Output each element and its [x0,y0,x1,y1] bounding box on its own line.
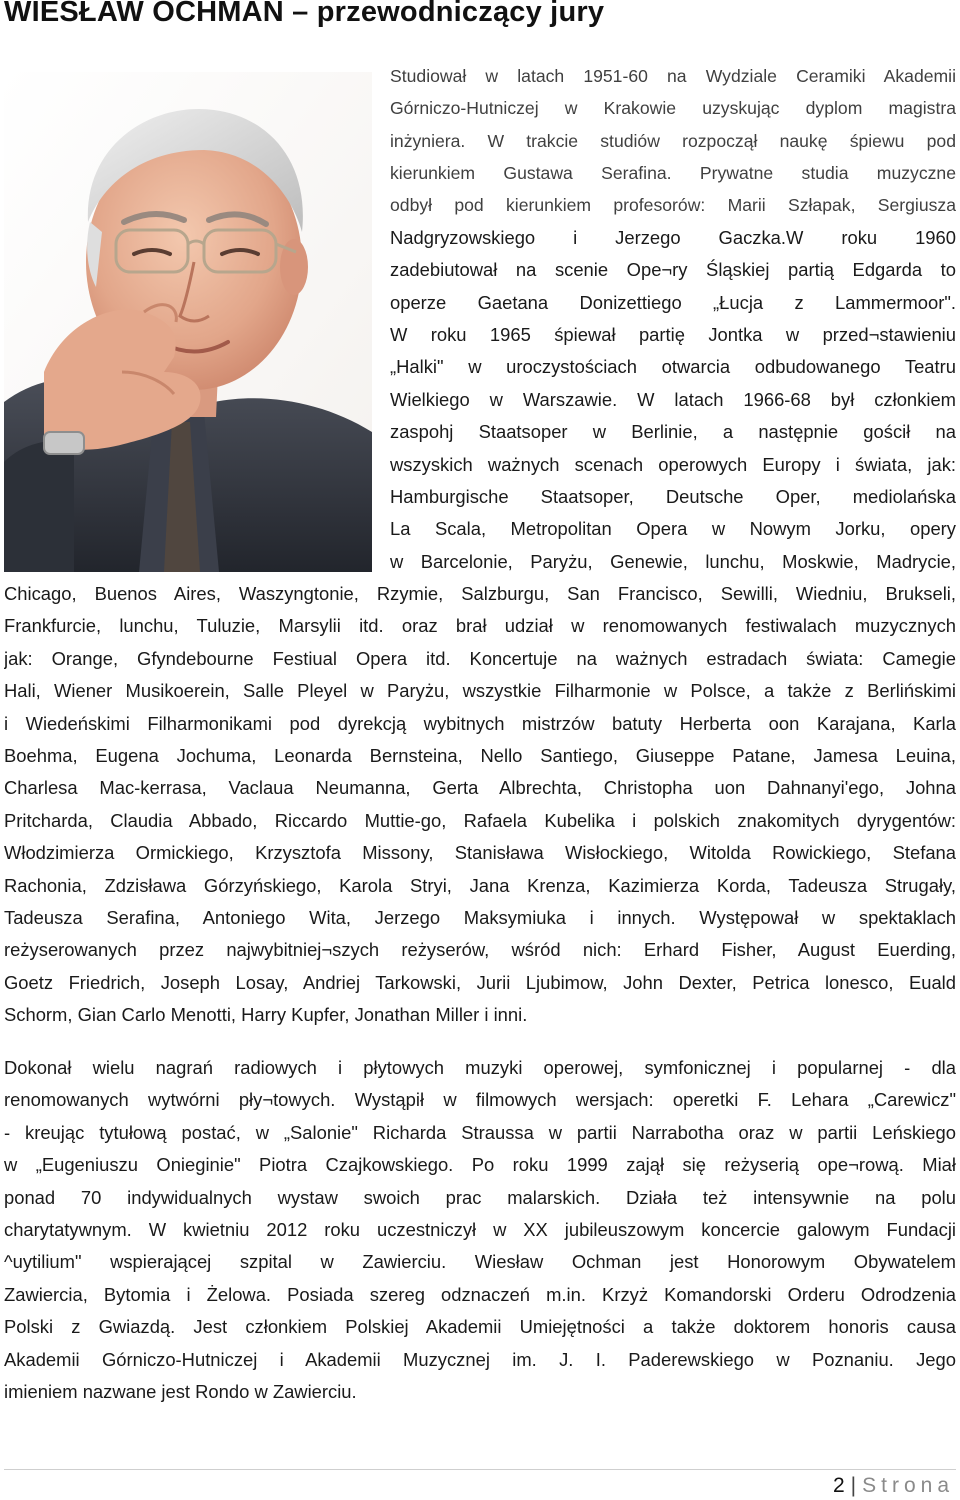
body-line: Tadeusza Serafina, Antoniego Wita, Jerzego Maksymiuka i innych. Występował w spektaklach [4,907,956,928]
body-line: ^uytilium" wspierającej szpital w Zawierciu. Wiesław Ochman jest Honorowym Obywatelem [4,1251,956,1272]
body-line: i Wiedeńskimi Filharmonikami pod dyrekcją wybitnych mistrzów batuty Herberta oon Karajana, Karla [4,713,956,734]
body-line: imieniem nazwane jest Rondo w Zawierciu. [4,1381,357,1402]
body-line: Akademii Górniczo-Hutniczej i Akademii Muzycznej im. J. I. Paderewskiego w Poznaniu. Jego [4,1349,956,1370]
body-line: Pritcharda, Claudia Abbado, Riccardo Muttie-go, Rafaela Kubelika i polskich znakomitych dyrygentów: [4,810,956,831]
body-line: zaspohj Staatsoper w Berlinie, a następnie gościł na [390,421,956,442]
footer-separator: | [850,1474,857,1497]
body-line: Zawiercia, Bytomia i Żelowa. Posiada szereg odznaczeń m.in. Krzyż Komandorski Orderu Odrodzenia [4,1284,956,1305]
body-line: Górniczo-Hutniczej w Krakowie uzyskując dyplom magistra [390,98,956,118]
body-line: La Scala, Metropolitan Opera w Nowym Jorku, opery [390,518,956,539]
body-line: Chicago, Buenos Aires, Waszyngtonie, Rzymie, Salzburgu, San Francisco, Sewilli, Wiedniu, Brukseli, [4,583,956,604]
body-line: Hamburgische Staatsoper, Deutsche Oper, mediolańska [390,486,956,507]
page-footer [833,1472,954,1500]
body-line: kierunkiem Gustawa Serafina. Prywatne studia muzyczne [390,163,956,183]
body-line: Wielkiego w Warszawie. W latach 1966-68 był członkiem [390,389,956,410]
body-line: Schorm, Gian Carlo Menotti, Harry Kupfer, Jonathan Miller i inni. [4,1004,528,1025]
body-line: Włodzimierza Ormickiego, Krzysztofa Missony, Stanisława Wisłockiego, Witolda Rowickiego, Stefana [4,842,956,863]
body-line: jak: Orange, Gfyndebourne Festiual Opera itd. Koncertuje na ważnych estradach świata: Camegie [4,648,956,669]
body-line: Nadgryzowskiego i Jerzego Gaczka.W roku 1960 [390,227,956,248]
body-line: renomowanych wytwórni pły¬towych. Wystąpił w filmowych wersjach: operetki F. Lehara „Carewicz" [4,1089,956,1110]
body-line: ponad 70 indywidualnych wystaw swoich prac malarskich. Działa też intensywnie na polu [4,1187,956,1208]
page-word: Strona [862,1474,954,1497]
body-line: w Barcelonie, Paryżu, Genewie, lunchu, Moskwie, Madrycie, [390,551,956,572]
body-line: reżyserowanych przez najwybitniej¬szych reżyserów, wśród nich: Erhard Fisher, August Euerding, [4,939,956,960]
body-line: Charlesa Mac-kerrasa, Vaclaua Neumanna, Gerta Albrechta, Christopha uon Dahnanyi'ego, Johna [4,777,956,798]
body-line: „Halki" w uroczystościach otwarcia odbudowanego Teatru [390,356,956,377]
body-line: operze Gaetana Donizettiego „Łucja z Lammermoor". [390,292,956,313]
body-line: zadebiutował na scenie Ope¬ry Śląskiej partią Edgarda to [390,259,956,280]
body-line: Dokonał wielu nagrań radiowych i płytowych muzyki operowej, symfonicznej i popularnej - dla [4,1057,956,1078]
body-line: Hali, Wiener Musikoerein, Salle Pleyel w Paryżu, wszystkie Filharmonie w Polsce, a także z Berlińskimi [4,680,956,701]
body-line: Frankfurcie, lunchu, Tuluzie, Marsylii itd. oraz brał udział w renomowanych festiwalach muzycznych [4,615,956,636]
footer-divider [4,1469,956,1470]
body-line: inżyniera. W trakcie studiów rozpoczął naukę śpiewu pod [390,131,956,151]
page-title: WIESŁAW OCHMAN – przewodniczący jury [4,0,605,28]
body-line: - kreując tytułową postać, w „Salonie" Richarda Straussa w partii Narrabotha oraz w partii Leńskiego [4,1122,956,1143]
body-line: Boehma, Eugena Jochuma, Leonarda Bernsteina, Nello Santiego, Giuseppe Patane, Jamesa Leuina, [4,745,956,766]
body-line: w „Eugeniuszu Onieginie" Piotra Czajkowskiego. Po roku 1999 zajął się reżyserią ope¬rową. Miał [4,1154,956,1175]
body-line: wszyskich ważnych scenach operowych Europy i świata, jak: [390,454,956,475]
body-line: odbył pod kierunkiem profesorów: Marii Szłapak, Sergiusza [390,195,956,215]
body-line: W roku 1965 śpiewał partię Jontka w przed¬stawieniu [390,324,956,345]
body-line: Rachonia, Zdzisława Górzyńskiego, Karola Stryi, Jana Krenza, Kazimierza Korda, Tadeusza Strugały, [4,875,956,896]
body-line: charytatywnym. W kwietniu 2012 roku uczestniczył w XX jubileuszowym koncercie galowym Fundacji [4,1219,956,1240]
portrait-photo [4,72,372,572]
body-line: Polski z Gwiazdą. Jest członkiem Polskiej Akademii Umiejętności a także doktorem honoris causa [4,1316,956,1337]
body-line: Studiował w latach 1951-60 na Wydziale Ceramiki Akademii [390,66,956,86]
body-line: Goetz Friedrich, Joseph Losay, Andriej Tarkowski, Jurii Ljubimow, John Dexter, Petrica lonesco, Euald [4,972,956,993]
page-number: 2 [832,1474,845,1497]
